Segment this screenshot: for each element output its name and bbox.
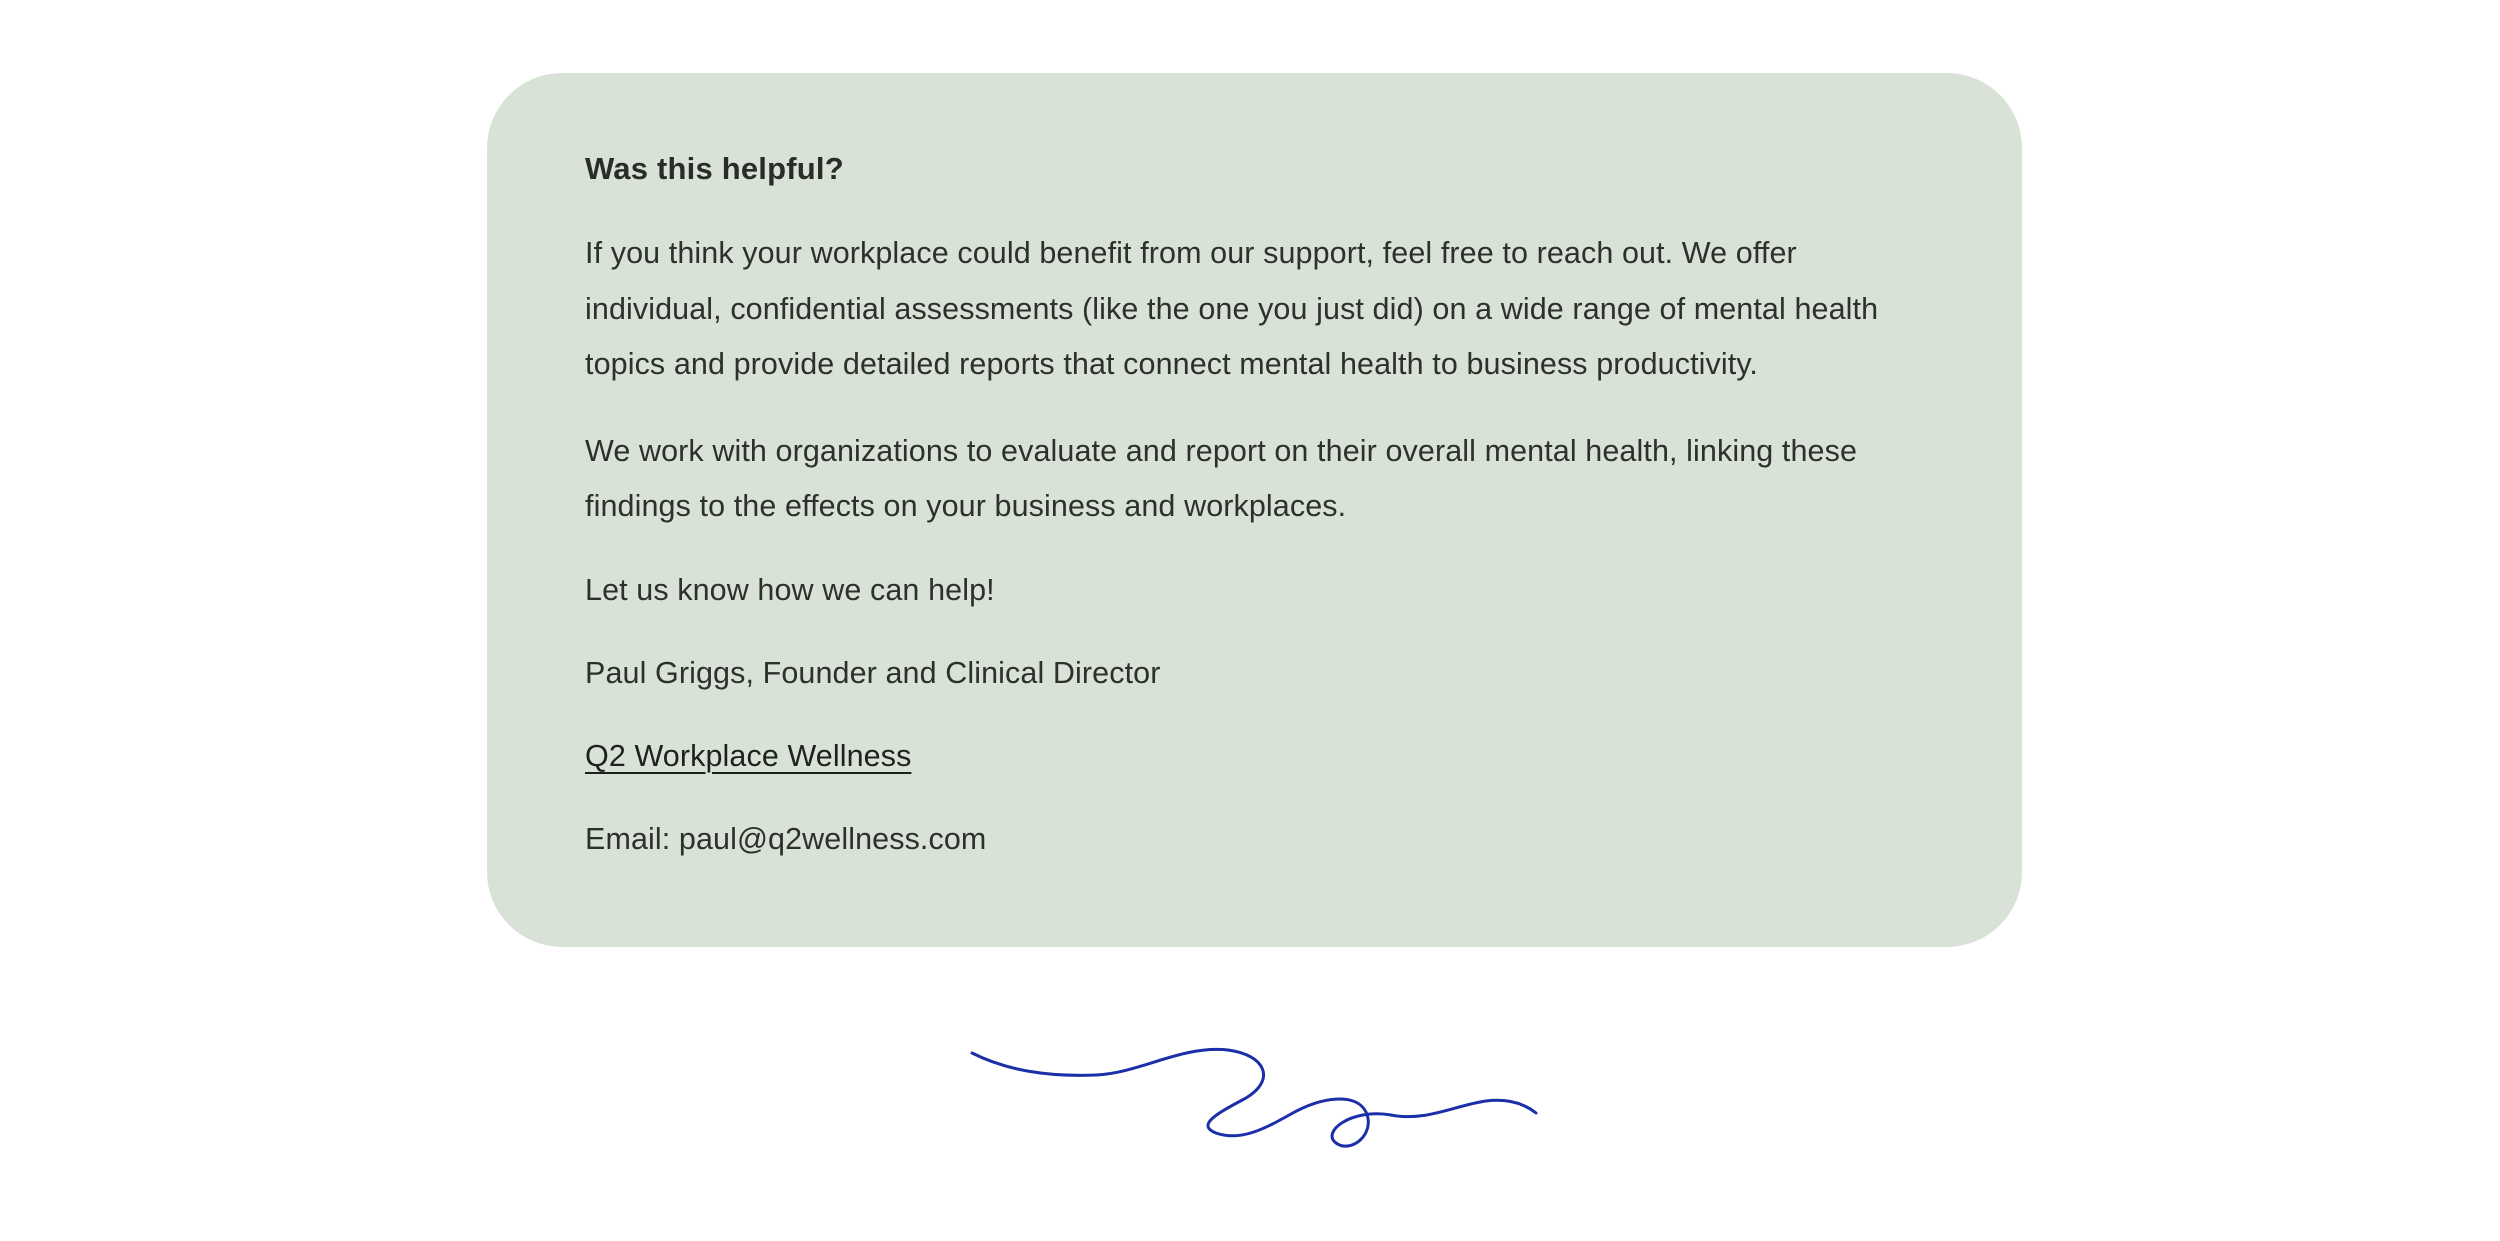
company-link[interactable]: Q2 Workplace Wellness: [585, 738, 912, 773]
company-line: [585, 729, 1926, 784]
signature-text: Paul Griggs, Founder and Clinical Director: [585, 655, 1161, 690]
squiggle-line-icon: [966, 1040, 1546, 1150]
call-to-action-text: Let us know how we can help!: [585, 572, 995, 607]
support-paragraph: If you think your workplace could benefit from our support, feel free to reach out. We offer individual, confidential assessments (like the one you just did) on a wide range of mental health topics and provide detailed reports that connect mental health to business productivity.: [585, 236, 1879, 381]
organizations-paragraph: We work with organizations to evaluate and report on their overall mental health, linking these findings to the effects on your business and workplaces.: [585, 433, 1858, 523]
email-text: Email: paul@q2wellness.com: [585, 821, 987, 856]
card-heading: Was this helpful?: [585, 151, 844, 186]
feedback-card: [487, 73, 2022, 947]
